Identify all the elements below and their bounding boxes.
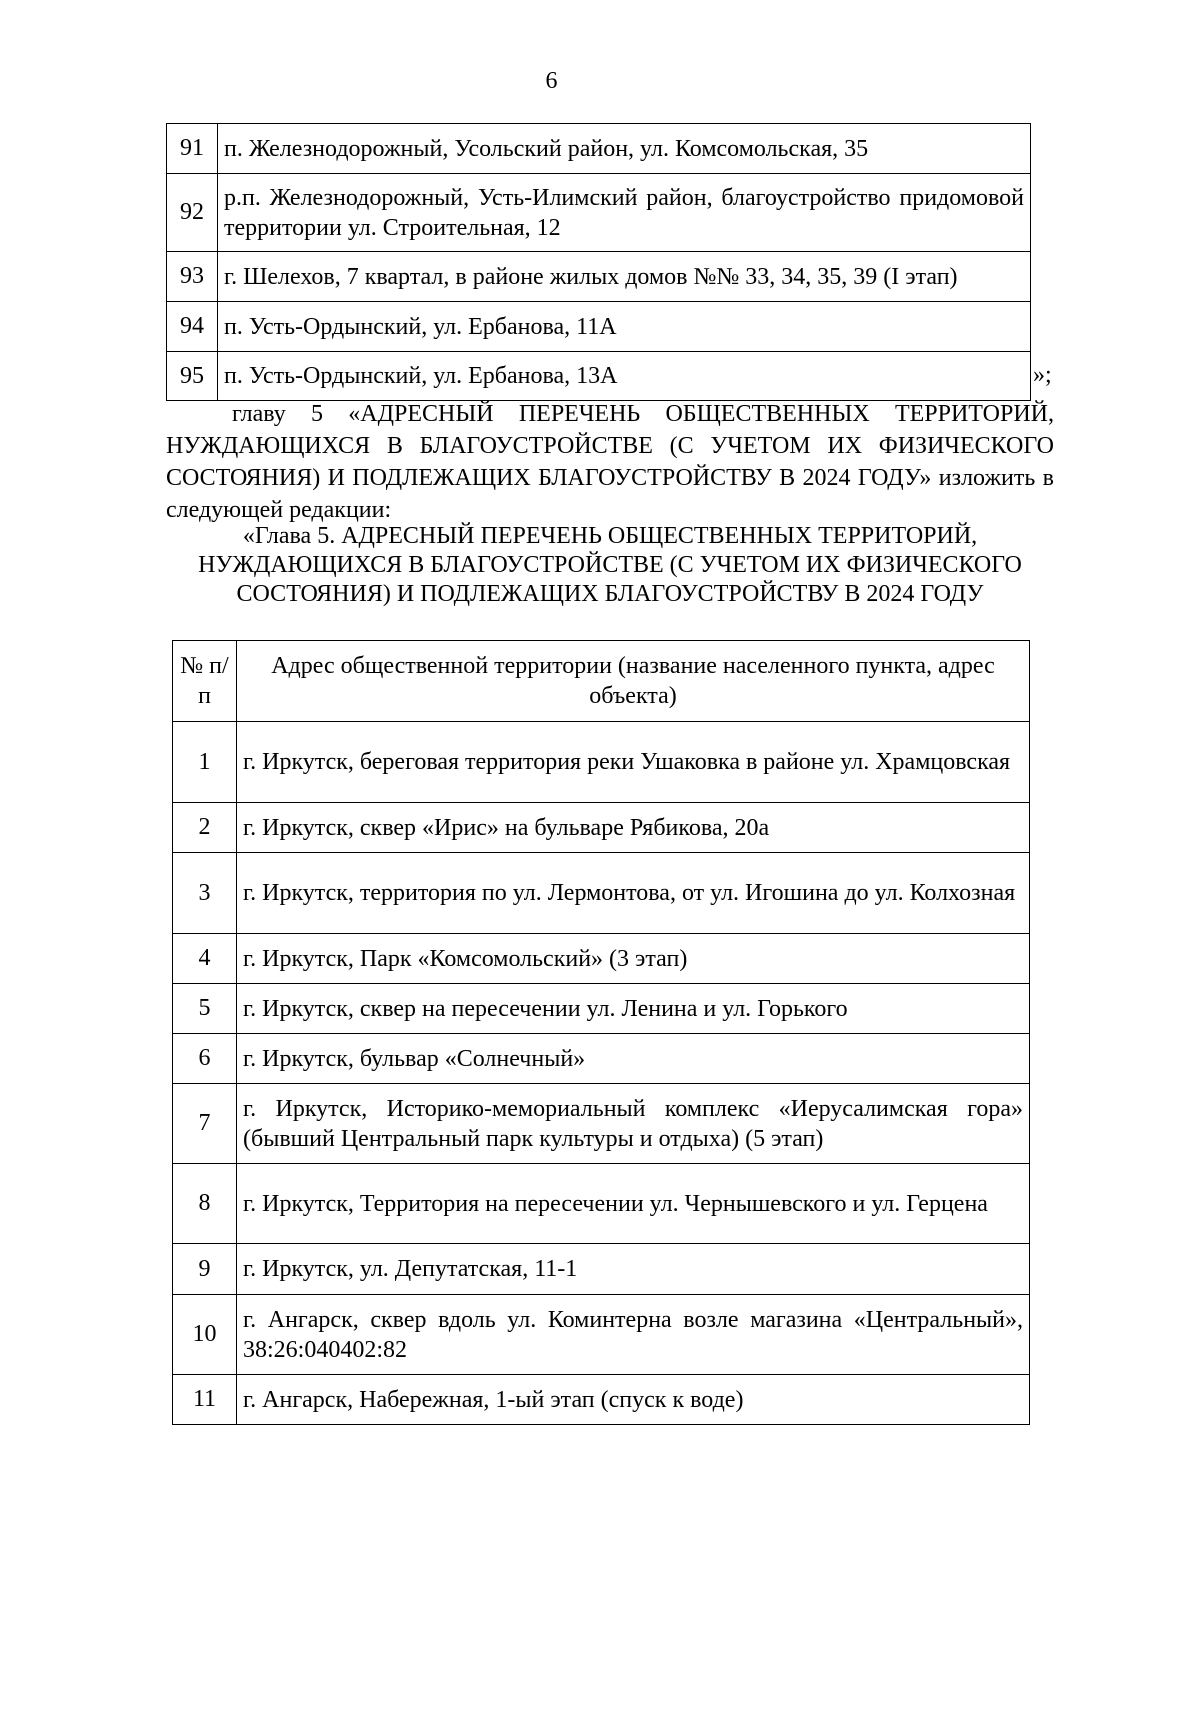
continued-address-table xyxy=(166,123,1031,401)
row-address: г. Иркутск, ул. Депутатская, 11-1 xyxy=(237,1244,1030,1295)
row-number: 7 xyxy=(173,1084,237,1164)
table-row xyxy=(167,352,1031,401)
page-number: 6 xyxy=(545,68,558,94)
table-row xyxy=(167,252,1031,302)
row-number: 95 xyxy=(167,352,218,401)
row-address: г. Иркутск, территория по ул. Лермонтова, от ул. Игошина до ул. Колхозная xyxy=(237,853,1030,934)
row-address: г. Иркутск, сквер «Ирис» на бульваре Рябикова, 20а xyxy=(237,803,1030,853)
row-number: 92 xyxy=(167,174,218,252)
row-number: 91 xyxy=(167,124,218,174)
amendment-paragraph: главу 5 «АДРЕСНЫЙ ПЕРЕЧЕНЬ ОБЩЕСТВЕННЫХ ТЕРРИТОРИЙ, НУЖДАЮЩИХСЯ В БЛАГОУСТРОЙСТВЕ (С УЧЕТОМ ИХ ФИЗИЧЕСКОГО СОСТОЯНИЯ) И ПОДЛЕЖАЩИХ БЛАГОУСТРОЙСТВУ В 2024 ГОДУ» изложить в следующей редакции: xyxy=(166,401,1054,523)
table-row xyxy=(173,934,1030,984)
row-number: 10 xyxy=(173,1295,237,1375)
table-row xyxy=(167,124,1031,174)
header-address: Адрес общественной территории (название населенного пункта, адрес объекта) xyxy=(237,641,1030,722)
row-number: 94 xyxy=(167,302,218,352)
row-address: п. Железнодорожный, Усольский район, ул. Комсомольская, 35 xyxy=(218,124,1031,174)
row-number: 11 xyxy=(173,1375,237,1425)
table-row xyxy=(173,853,1030,934)
row-address: г. Иркутск, Территория на пересечении ул. Чернышевского и ул. Герцена xyxy=(237,1164,1030,1244)
row-number: 93 xyxy=(167,252,218,302)
table-row xyxy=(167,302,1031,352)
row-number: 1 xyxy=(173,722,237,803)
closing-quote-mark: »; xyxy=(1033,362,1052,388)
table-row xyxy=(173,803,1030,853)
table-row xyxy=(173,1244,1030,1295)
row-address: г. Иркутск, Парк «Комсомольский» (3 этап) xyxy=(237,934,1030,984)
row-address: р.п. Железнодорожный, Усть-Илимский район, благоустройство придомовой территории ул. Строительная, 12 xyxy=(218,174,1031,252)
row-address: г. Иркутск, Историко-мемориальный комплекс «Иерусалимская гора» (бывший Центральный парк культуры и отдыха) (5 этап) xyxy=(237,1084,1030,1164)
row-number: 9 xyxy=(173,1244,237,1295)
row-number: 2 xyxy=(173,803,237,853)
territories-table xyxy=(172,640,1030,1425)
row-number: 6 xyxy=(173,1034,237,1084)
row-number: 8 xyxy=(173,1164,237,1244)
header-number: № п/п xyxy=(173,641,237,722)
row-address: г. Иркутск, бульвар «Солнечный» xyxy=(237,1034,1030,1084)
row-address: г. Иркутск, береговая территория реки Ушаковка в районе ул. Храмцовская xyxy=(237,722,1030,803)
row-address: г. Ангарск, сквер вдоль ул. Коминтерна возле магазина «Центральный», 38:26:040402:82 xyxy=(237,1295,1030,1375)
row-address: г. Шелехов, 7 квартал, в районе жилых домов №№ 33, 34, 35, 39 (I этап) xyxy=(218,252,1031,302)
table-row xyxy=(173,1034,1030,1084)
table-row xyxy=(173,1164,1030,1244)
table-row xyxy=(173,984,1030,1034)
row-number: 5 xyxy=(173,984,237,1034)
table-header-row xyxy=(173,641,1030,722)
row-number: 4 xyxy=(173,934,237,984)
table-row xyxy=(173,722,1030,803)
table-row xyxy=(173,1084,1030,1164)
row-address: г. Иркутск, сквер на пересечении ул. Ленина и ул. Горького xyxy=(237,984,1030,1034)
row-number: 3 xyxy=(173,853,237,934)
row-address: п. Усть-Ордынский, ул. Ербанова, 11А xyxy=(218,302,1031,352)
table-row xyxy=(173,1295,1030,1375)
row-address: п. Усть-Ордынский, ул. Ербанова, 13А xyxy=(218,352,1031,401)
chapter-heading: «Глава 5. АДРЕСНЫЙ ПЕРЕЧЕНЬ ОБЩЕСТВЕННЫХ ТЕРРИТОРИЙ, НУЖДАЮЩИХСЯ В БЛАГОУСТРОЙСТВЕ (С УЧЕТОМ ИХ ФИЗИЧЕСКОГО СОСТОЯНИЯ) И ПОДЛЕЖАЩИХ БЛАГОУСТРОЙСТВУ В 2024 ГОДУ xyxy=(198,523,1022,607)
row-address: г. Ангарск, Набережная, 1-ый этап (спуск к воде) xyxy=(237,1375,1030,1425)
table-row xyxy=(173,1375,1030,1425)
table-row xyxy=(167,174,1031,252)
